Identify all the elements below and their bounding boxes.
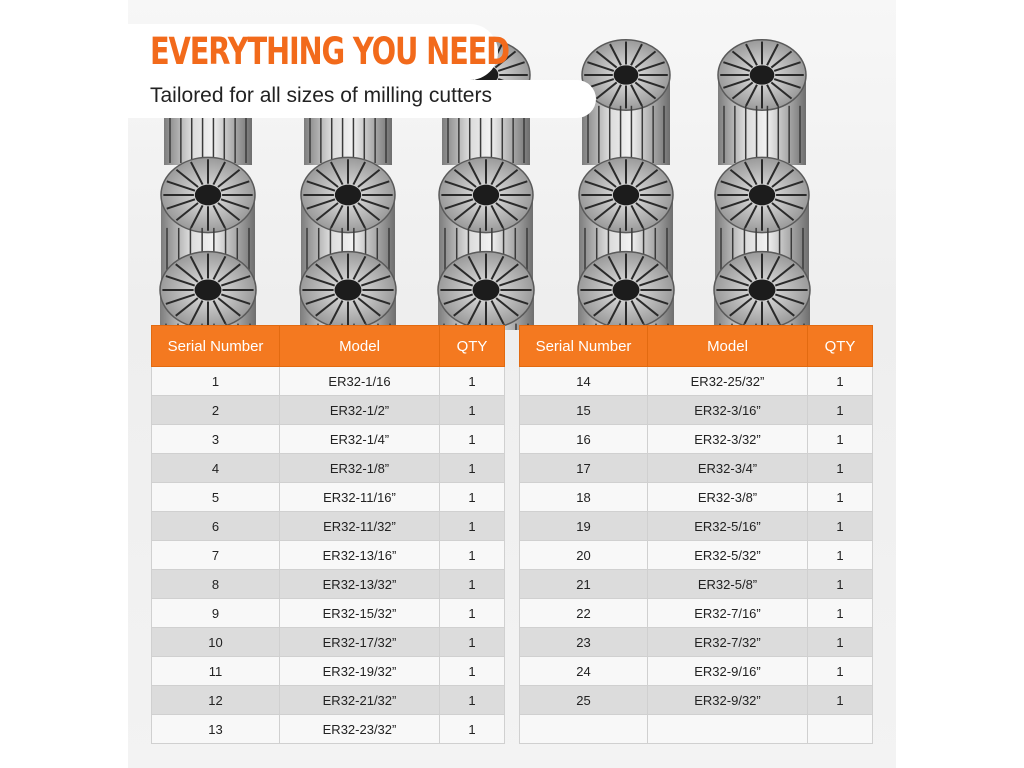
cell-qty: 1 [440,396,505,425]
cell-model: ER32-7/32” [648,628,808,657]
cell-qty: 1 [440,454,505,483]
cell-model: ER32-13/16” [280,541,440,570]
cell-serial-number: 11 [152,657,280,686]
table-row [520,657,873,686]
cell-model: ER32-3/32” [648,425,808,454]
cell-serial-number: 24 [520,657,648,686]
collet [160,252,256,330]
cell-serial-number: 23 [520,628,648,657]
header-qty: QTY [440,326,505,367]
cell-model: ER32-9/32” [648,686,808,715]
table-row [520,686,873,715]
table-row [152,454,505,483]
cell-serial-number: 22 [520,599,648,628]
cell-model: ER32-17/32” [280,628,440,657]
cell-serial-number: 9 [152,599,280,628]
cell-model: ER32-3/4” [648,454,808,483]
table-row [152,628,505,657]
header-model: Model [280,326,440,367]
header-model: Model [648,326,808,367]
cell-qty: 1 [808,628,873,657]
cell-model: ER32-5/32” [648,541,808,570]
cell-qty: 1 [440,599,505,628]
table-row [152,570,505,599]
cell-serial-number: 1 [152,367,280,396]
cell-serial-number: 5 [152,483,280,512]
table-row [152,367,505,396]
cell-serial-number: 15 [520,396,648,425]
table-row [520,367,873,396]
headline: EVERYTHING YOU NEED [150,30,509,73]
collet [578,252,674,330]
cell-serial-number: 3 [152,425,280,454]
table-row [152,715,505,744]
collet [300,252,396,330]
header-serial-number: Serial Number [520,326,648,367]
cell-model [648,715,808,744]
cell-model: ER32-15/32” [280,599,440,628]
cell-qty: 1 [440,570,505,599]
table-row [520,715,873,744]
cell-model: ER32-5/16” [648,512,808,541]
cell-qty: 1 [440,686,505,715]
cell-model: ER32-11/32” [280,512,440,541]
cell-serial-number: 17 [520,454,648,483]
table-row [520,483,873,512]
header-qty: QTY [808,326,873,367]
cell-serial-number: 6 [152,512,280,541]
cell-qty: 1 [440,483,505,512]
table-row [152,541,505,570]
cell-qty: 1 [808,599,873,628]
cell-model: ER32-3/8” [648,483,808,512]
table-row [520,628,873,657]
cell-qty: 1 [808,657,873,686]
cell-serial-number: 4 [152,454,280,483]
cell-serial-number: 19 [520,512,648,541]
cell-model: ER32-9/16” [648,657,808,686]
cell-serial-number [520,715,648,744]
table-row [152,425,505,454]
cell-model: ER32-25/32” [648,367,808,396]
cell-qty: 1 [808,454,873,483]
cell-qty: 1 [440,715,505,744]
cell-model: ER32-21/32” [280,686,440,715]
cell-qty: 1 [440,425,505,454]
cell-serial-number: 20 [520,541,648,570]
cell-qty: 1 [440,512,505,541]
cell-serial-number: 16 [520,425,648,454]
cell-serial-number: 13 [152,715,280,744]
collet [438,252,534,330]
cell-qty: 1 [808,483,873,512]
subheadline: Tailored for all sizes of milling cutters [150,84,492,107]
cell-serial-number: 21 [520,570,648,599]
cell-model: ER32-7/16” [648,599,808,628]
table-row [520,541,873,570]
cell-model: ER32-23/32” [280,715,440,744]
table-header-row [152,326,505,367]
table-row [520,454,873,483]
cell-qty: 1 [808,686,873,715]
cell-model: ER32-1/8” [280,454,440,483]
cell-model: ER32-5/8” [648,570,808,599]
table-row [520,599,873,628]
cell-serial-number: 8 [152,570,280,599]
cell-qty: 1 [440,657,505,686]
cell-qty: 1 [808,425,873,454]
cell-model: ER32-1/16 [280,367,440,396]
table-row [520,396,873,425]
table-row [152,657,505,686]
cell-serial-number: 2 [152,396,280,425]
cell-serial-number: 14 [520,367,648,396]
table-row [152,483,505,512]
cell-serial-number: 25 [520,686,648,715]
cell-qty: 1 [808,396,873,425]
spec-table-left [151,325,505,744]
cell-qty [808,715,873,744]
header-serial-number: Serial Number [152,326,280,367]
cell-model: ER32-3/16” [648,396,808,425]
cell-serial-number: 10 [152,628,280,657]
cell-qty: 1 [808,367,873,396]
cell-qty: 1 [808,541,873,570]
cell-qty: 1 [808,570,873,599]
table-row [152,599,505,628]
table-row [152,512,505,541]
table-row [520,570,873,599]
cell-qty: 1 [440,367,505,396]
cell-model: ER32-13/32” [280,570,440,599]
cell-model: ER32-1/2” [280,396,440,425]
cell-serial-number: 12 [152,686,280,715]
cell-serial-number: 7 [152,541,280,570]
cell-model: ER32-11/16” [280,483,440,512]
table-header-row [520,326,873,367]
cell-model: ER32-19/32” [280,657,440,686]
table-row [520,512,873,541]
cell-serial-number: 18 [520,483,648,512]
collet [718,40,806,165]
cell-qty: 1 [440,628,505,657]
cell-qty: 1 [440,541,505,570]
table-row [520,425,873,454]
spec-table-right [519,325,873,744]
table-row [152,686,505,715]
table-row [152,396,505,425]
collet [714,252,810,330]
cell-model: ER32-1/4” [280,425,440,454]
cell-qty: 1 [808,512,873,541]
